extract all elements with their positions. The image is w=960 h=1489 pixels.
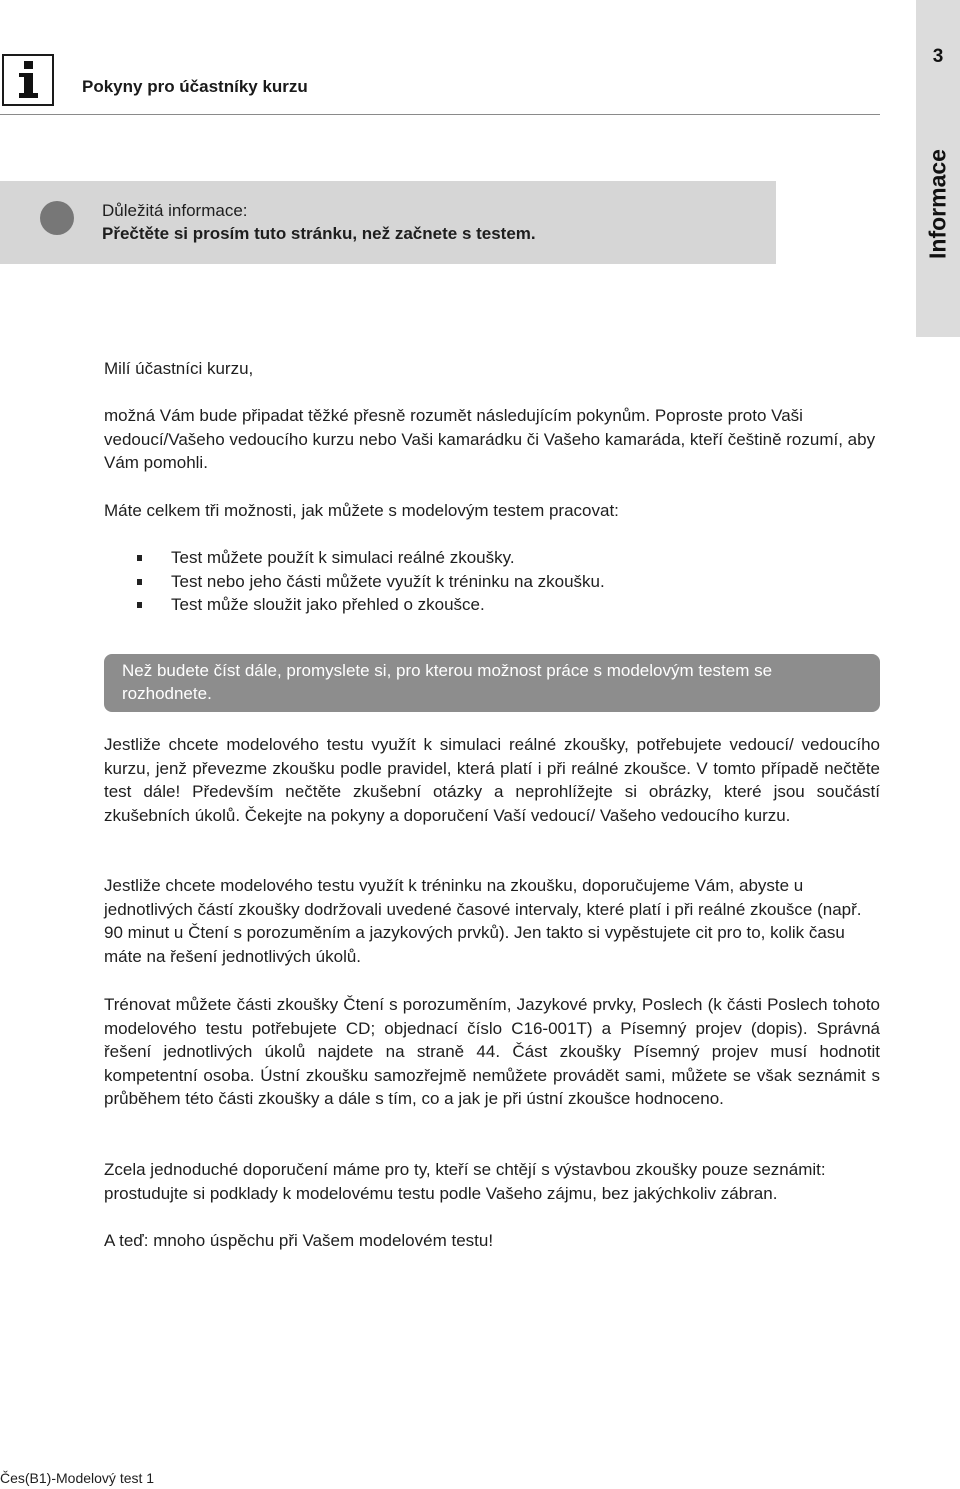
closing-line: A teď: mnoho úspěchu při Vašem modelovém testu! xyxy=(104,1231,494,1250)
bullet-square-icon xyxy=(137,579,142,585)
paragraph-parts: Trénovat můžete části zkoušky Čtení s porozuměním, Jazykové prvky, Poslech (k části Poslech tohoto modelového testu potřebujete CD; objednací číslo C16-001T) a Písemný projev (dopis). Správná řešení jednotlivých úkolů najdete na straně 44. Část zkoušky Písemný projev musí hodnotit kompetentní osoba. Ústní zkoušku samozřejmě nemůžete provádět sami, můžete se však seznámit s průběhem této části zkoušky a dále s tím, co a jak je při ústní zkoušce hodnoceno. xyxy=(104,995,880,1108)
paragraph-options: Máte celkem tři možnosti, jak můžete s modelovým testem pracovat: xyxy=(104,501,619,520)
greeting: Milí účastníci kurzu, xyxy=(104,359,254,378)
bullet-square-icon xyxy=(137,602,142,608)
list-item: Test můžete použít k simulaci reálné zkoušky. xyxy=(104,546,864,570)
page-number: 3 xyxy=(932,46,944,67)
notice-label: Důležitá informace: xyxy=(102,201,248,220)
paragraph-training: Jestliže chcete modelového testu využít k tréninku na zkoušku, doporučujeme Vám, abyste u jednotlivých částí zkoušky dodržovali uvedené časové intervaly, které platí i při reálné zkoušce (např. 90 minut u Čtení s porozuměním a jazykových prvků). Jen takto si vypěstujete cit pro to, kolik času máte na řešení jednotlivých úkolů. xyxy=(104,876,862,966)
important-notice xyxy=(0,181,776,264)
paragraph-overview: Zcela jednoduché doporučení máme pro ty, kteří se chtějí s výstavbou zkoušky pouze seznámit: prostudujte si podklady k modelovému testu podle Vašeho zájmu, bez jakýchkoliv zábran. xyxy=(104,1160,826,1203)
options-list xyxy=(104,546,864,617)
paragraph-intro: možná Vám bude připadat těžké přesně rozumět následujícím pokynům. Poproste proto Vaši vedoucí/Vašeho vedoucího kurzu nebo Vaši kamarádku či Vašeho kamaráda, kteří češtině rozumí, aby Vám pomohli. xyxy=(104,406,876,472)
page-title: Pokyny pro účastníky kurzu xyxy=(82,77,308,96)
paragraph-simulation: Jestliže chcete modelového testu využít k simulaci reálné zkoušky, potřebujete vedoucí/ vedoucího kurzu, jenž převezme zkoušku podle pravidel, která platí i při reálné zkoušce. V tomto případě nečtěte test dále! Především nečtěte zkušební otázky a neprohlížejte si obrázky, které jsou součástí zkušebních úkolů. Čekejte na pokyny a doporučení Vaší vedoucí/ Vašeho vedoucího kurzu. xyxy=(104,735,880,825)
section-label: Informace xyxy=(924,149,951,259)
info-glyph xyxy=(13,59,43,101)
list-item: Test může sloužit jako přehled o zkoušce. xyxy=(104,593,864,617)
notice-text: Přečtěte si prosím tuto stránku, než začnete s testem. xyxy=(102,224,536,243)
info-icon xyxy=(2,54,54,106)
bullet-square-icon xyxy=(137,555,142,561)
page-footer: Čes(B1)-Modelový test 1 xyxy=(0,1470,155,1486)
bullet-dot-icon xyxy=(40,201,74,235)
header-divider xyxy=(0,114,880,115)
highlight-box: Než budete číst dále, promyslete si, pro kterou možnost práce s modelovým testem se rozhodnete. xyxy=(104,654,880,712)
list-item: Test nebo jeho části můžete využít k tréninku na zkoušku. xyxy=(104,570,864,594)
